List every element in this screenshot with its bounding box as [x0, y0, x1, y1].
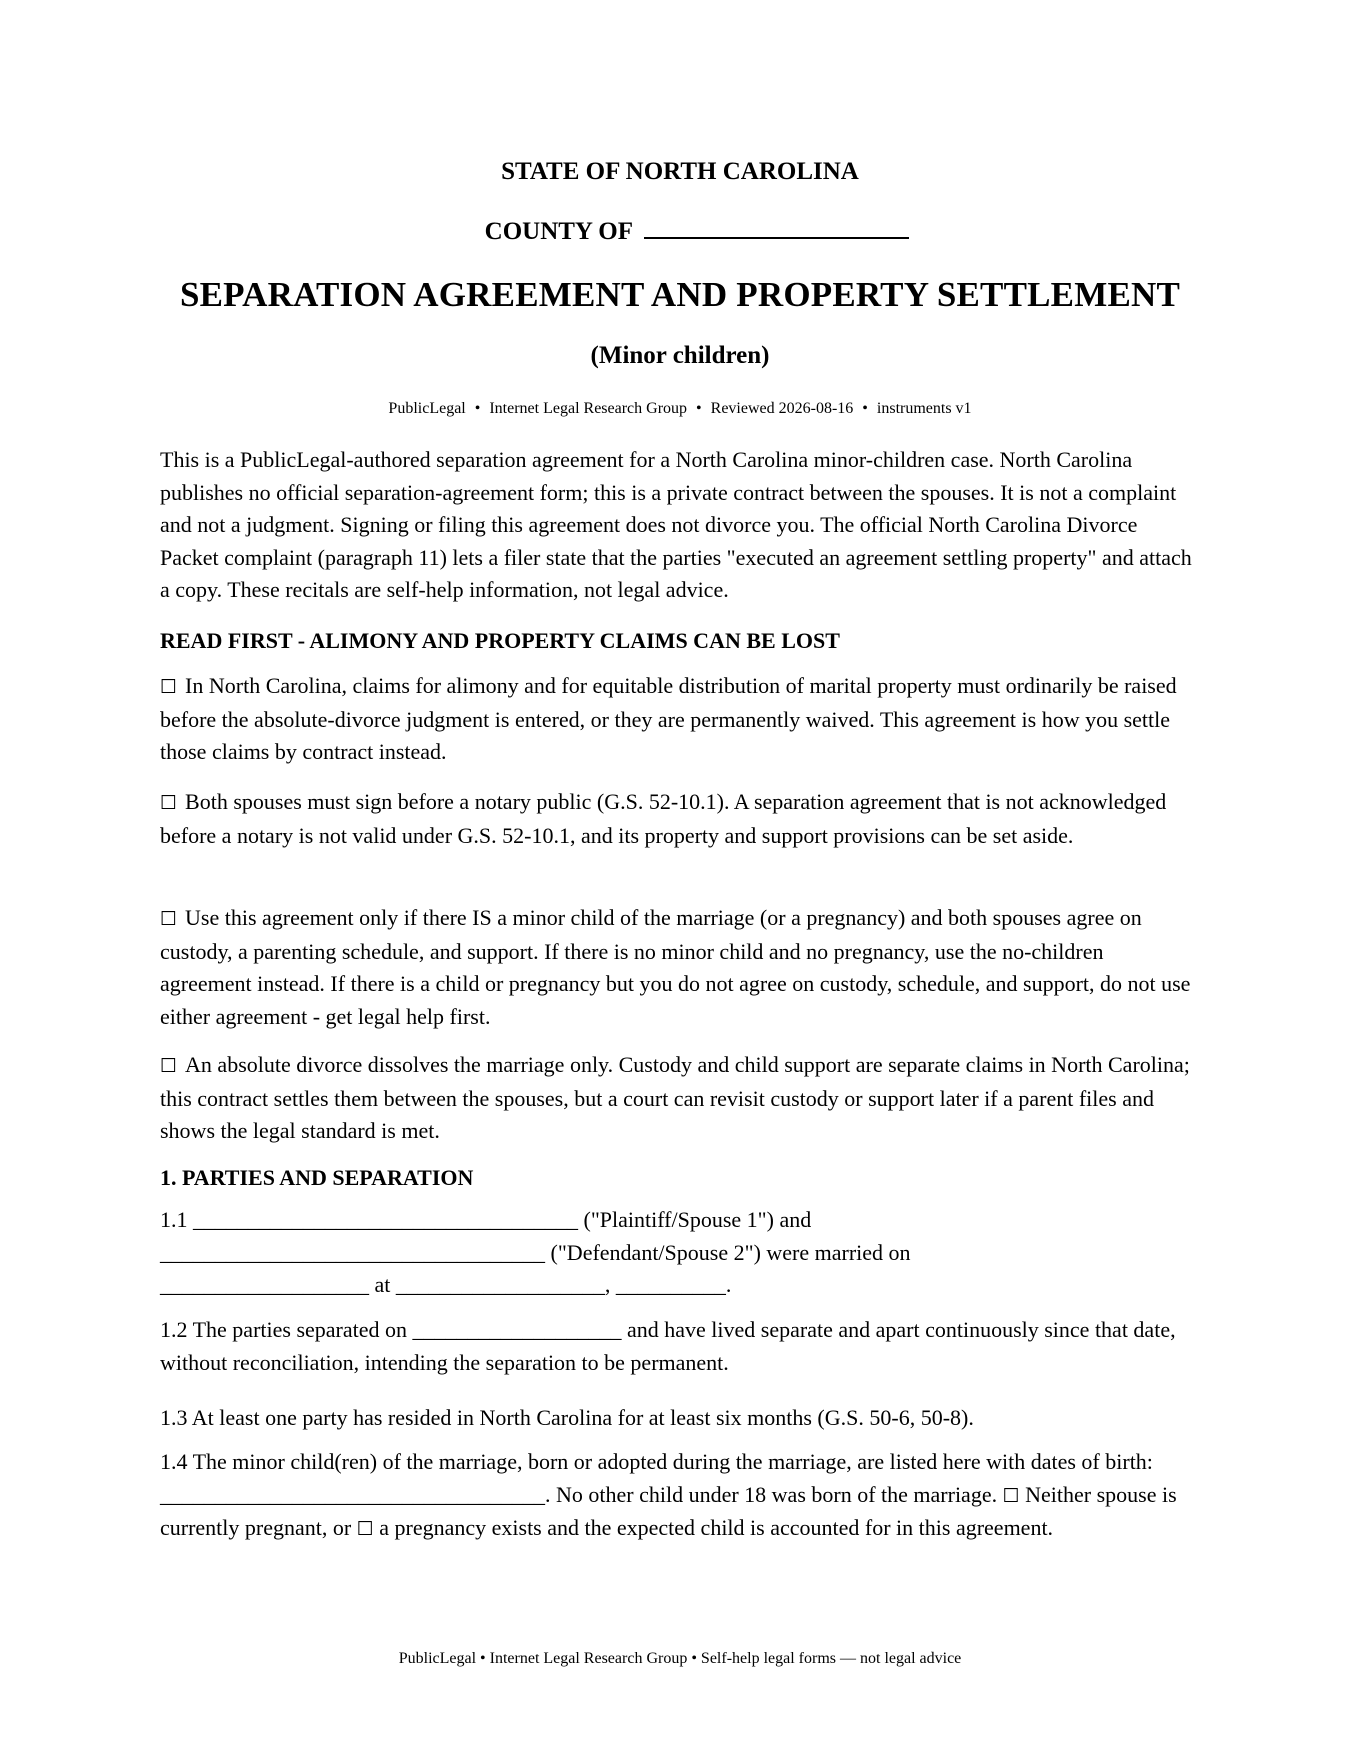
paragraph-1-4-text: 1.4 The minor child(ren) of the marriage, born or adopted during the marriage, are listed here with dates of birth: ___________________________________. No other child under 18 was born of the marriage.	[160, 1449, 1153, 1507]
meta-version: instruments v1	[876, 400, 972, 417]
checkbox-not-pregnant[interactable]: ☐	[1002, 1484, 1020, 1507]
meta-group: Internet Legal Research Group	[489, 400, 688, 417]
meta-publisher: PublicLegal	[388, 400, 466, 417]
read-first-item	[160, 902, 1200, 1033]
checkbox[interactable]: ☐	[160, 1055, 178, 1077]
meta-reviewed: Reviewed 2026-08-16	[710, 400, 854, 417]
read-first-item-text: Both spouses must sign before a notary public (G.S. 52-10.1). A separation agreement that is not acknowledged before a notary is not valid under G.S. 52-10.1, and its property and support provisions can be set aside.	[160, 789, 1167, 848]
document-subtitle: (Minor children)	[590, 342, 770, 369]
page-footer: PublicLegal • Internet Legal Research Group • Self-help legal forms — not legal advice	[398, 1650, 962, 1667]
checkbox[interactable]: ☐	[160, 792, 178, 814]
paragraph-1-1-line: 1.1 ___________________________________ ("Plaintiff/Spouse 1") and	[160, 1207, 812, 1232]
pregnancy-exists-label: a pregnancy exists and the expected child is accounted for in this agreement.	[379, 1515, 1054, 1540]
read-first-item	[160, 786, 1200, 852]
county-blank[interactable]	[644, 215, 909, 239]
read-first-item	[160, 1049, 1200, 1148]
read-first-item-text: In North Carolina, claims for alimony and for equitable distribution of marital property must ordinarily be raised before the absolute-divorce judgment is entered, or they are permanently waived. This agreement is how you settle those claims by contract instead.	[160, 673, 1177, 764]
intro-paragraph: This is a PublicLegal-authored separation agreement for a North Carolina minor-children case. North Carolina publishes no official separation-agreement form; this is a private contract between the spouses. It is not a complaint and not a judgment. Signing or filing this agreement does not divorce you. The official North Carolina Divorce Packet complaint (paragraph 11) lets a filer state that the parties "executed an agreement settling property" and attach a copy. These recitals are self-help information, not legal advice.	[160, 447, 1192, 602]
paragraph-1-3: 1.3 At least one party has resided in North Carolina for at least six months (G.S. 50-6, 50-8).	[160, 1405, 974, 1430]
checkbox[interactable]: ☐	[160, 676, 178, 698]
paragraph-1-1-line: ___________________________________ ("Defendant/Spouse 2") were married on	[160, 1239, 911, 1265]
county-line	[160, 215, 1200, 246]
section-1-heading: 1. PARTIES AND SEPARATION	[160, 1165, 474, 1190]
state-heading: STATE OF NORTH CAROLINA	[501, 158, 859, 185]
read-first-heading: READ FIRST - ALIMONY AND PROPERTY CLAIMS CAN BE LOST	[160, 628, 840, 653]
county-label: COUNTY OF	[484, 218, 633, 245]
read-first-item-text: Use this agreement only if there IS a minor child of the marriage (or a pregnancy) and both spouses agree on custody, a parenting schedule, and support. If there is no minor child and no pregnancy, use the no-children agreement instead. If there is a child or pregnancy but you do not agree on custody, schedule, and support, do not use either agreement - get legal help first.	[160, 905, 1191, 1029]
paragraph-1-1[interactable]	[160, 1204, 1200, 1302]
read-first-item	[160, 670, 1200, 769]
paragraph-1-4[interactable]	[160, 1446, 1200, 1546]
read-first-item-text: An absolute divorce dissolves the marriage only. Custody and child support are separate claims in North Carolina; this contract settles them between the spouses, but a court can revisit custody or support later if a parent files and shows the legal standard is met.	[160, 1052, 1190, 1143]
document-meta: PublicLegal • Internet Legal Research Group • Reviewed 2026-08-16 • instruments v1	[388, 400, 972, 417]
paragraph-1-2[interactable]: 1.2 The parties separated on ___________________ and have lived separate and apart continuously since that date, without reconciliation, intending the separation to be permanent.	[160, 1317, 1176, 1375]
checkbox-pregnancy-exists[interactable]: ☐	[356, 1518, 374, 1540]
document-title: SEPARATION AGREEMENT AND PROPERTY SETTLEMENT	[179, 275, 1181, 314]
paragraph-1-1-line: ___________________ at ___________________, __________.	[160, 1272, 732, 1297]
checkbox[interactable]: ☐	[160, 908, 178, 930]
not-pregnant-label: Neither spouse is currently pregnant, or	[160, 1481, 1177, 1540]
